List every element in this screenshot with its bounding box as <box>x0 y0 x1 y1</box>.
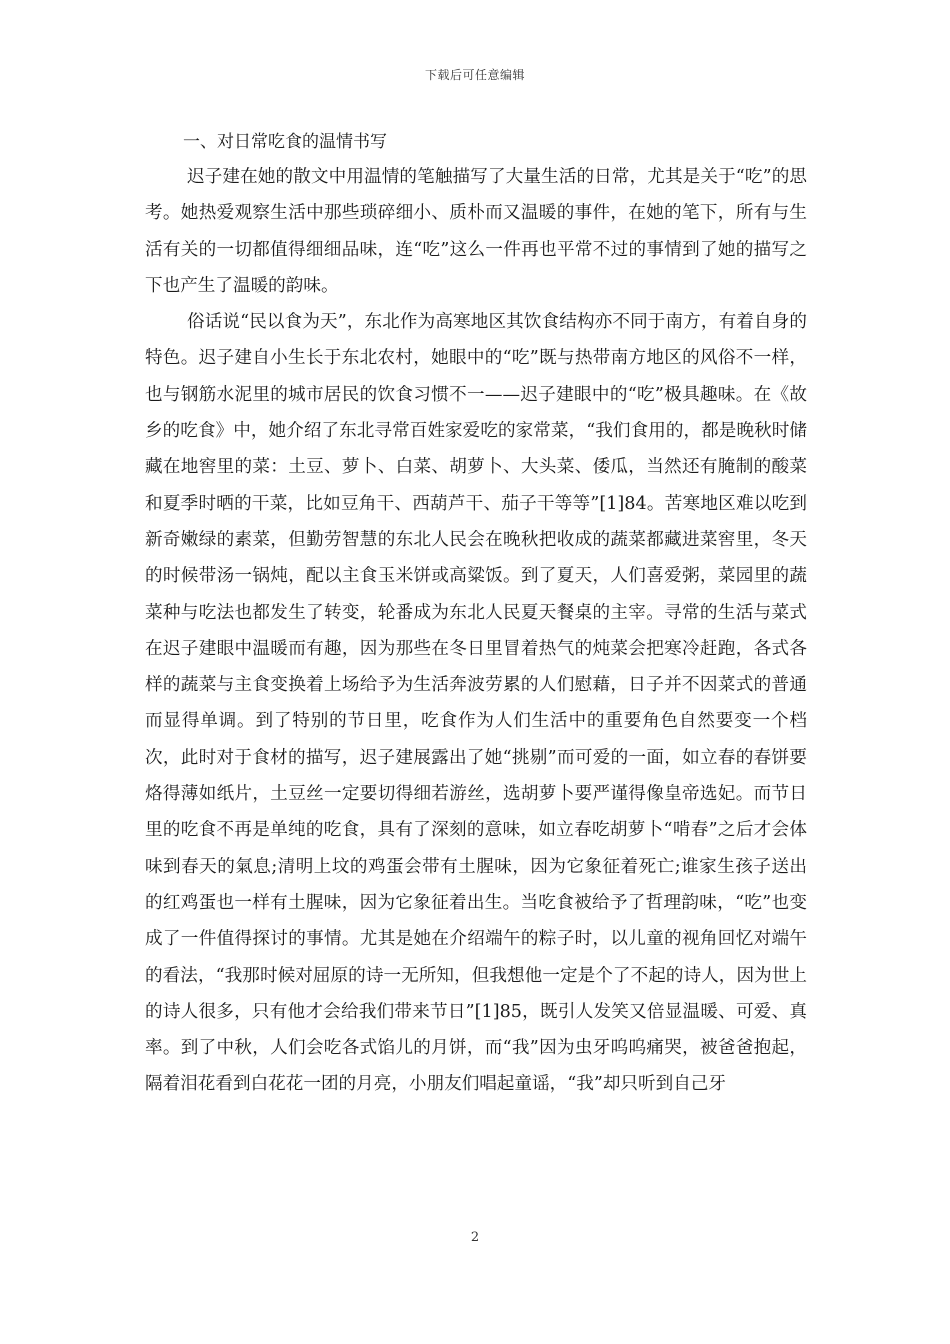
paragraph-main: 俗话说“民以食为天”，东北作为高寒地区其饮食结构亦不同于南方，有着自身的特色。迟子建自小生长于东北农村，她眼中的“吃”既与热带南方地区的风俗不一样，也与钢筋水泥里的城市居民的饮食习惯不一——迟子建眼中的“吃”极具趣味。在《故乡的吃食》中，她介绍了东北寻常百姓家爱吃的家常菜，“我们食用的，都是晚秋时储藏在地窖里的菜：土豆、萝卜、白菜、胡萝卜、大头菜、倭瓜，当然还有腌制的酸菜和夏季时晒的干菜，比如豆角干、西葫芦干、茄子干等等”[1]84。苦寒地区难以吃到新奇嫩绿的素菜，但勤劳智慧的东北人民会在晚秋把收成的蔬菜都藏进菜窖里，冬天的时候带汤一锅炖，配以主食玉米饼或高粱饭。到了夏天，人们喜爱粥，菜园里的蔬菜种与吃法也都发生了转变，轮番成为东北人民夏天餐桌的主宰。寻常的生活与菜式在迟子建眼中温暖而有趣，因为那些在冬日里冒着热气的炖菜会把寒冷赶跑，各式各样的蔬菜与主食变换着上场给予为生活奔波劳累的人们慰藉，日子并不因菜式的普通而显得单调。到了特别的节日里，吃食作为人们生活中的重要角色自然要变一个档次，此时对于食材的描写，迟子建展露出了她“挑剔”而可爱的一面，如立春的春饼要烙得薄如纸片，土豆丝一定要切得细若游丝，选胡萝卜要严谨得像皇帝选妃。而节日里的吃食不再是单纯的吃食，具有了深刻的意味，如立春吃胡萝卜“啃春”之后才会体味到春天的氣息;清明上坟的鸡蛋会带有土腥味，因为它象征着死亡;谁家生孩子送出的红鸡蛋也一样有土腥味，因为它象征着出生。当吃食被给予了哲理韵味，“吃”也变成了一件值得探讨的事情。尤其是她在介绍端午的粽子时，以儿童的视角回忆对端午的看法，“我那时候对屈原的诗一无所知，但我想他一定是个了不起的诗人，因为世上的诗人很多，只有他才会给我们带来节日”[1]85，既引人发笑又倍显温暖、可爱、真率。到了中秋，人们会吃各式馅儿的月饼，而“我”因为虫牙呜呜痛哭，被爸爸抱起，隔着泪花看到白花花一团的月亮，小朋友们唱起童谣，“我”却只听到自己牙 <box>145 312 807 1095</box>
section-heading: 一、对日常吃食的温情书写 <box>183 132 387 152</box>
paragraph-intro: 迟子建在她的散文中用温情的笔触描写了大量生活的日常，尤其是关于“吃”的思考。她热爱观察生活中那些琐碎细小、质朴而又温暖的事件，在她的笔下，所有与生活有关的一切都值得细细品味，连“吃”这么一件再也平常不过的事情到了她的描写之下也产生了温暖的韵味。 <box>145 167 807 296</box>
page-number: 2 <box>470 1230 480 1245</box>
document-body <box>145 125 807 1103</box>
page-header: 下载后可任意编辑 <box>424 68 525 82</box>
